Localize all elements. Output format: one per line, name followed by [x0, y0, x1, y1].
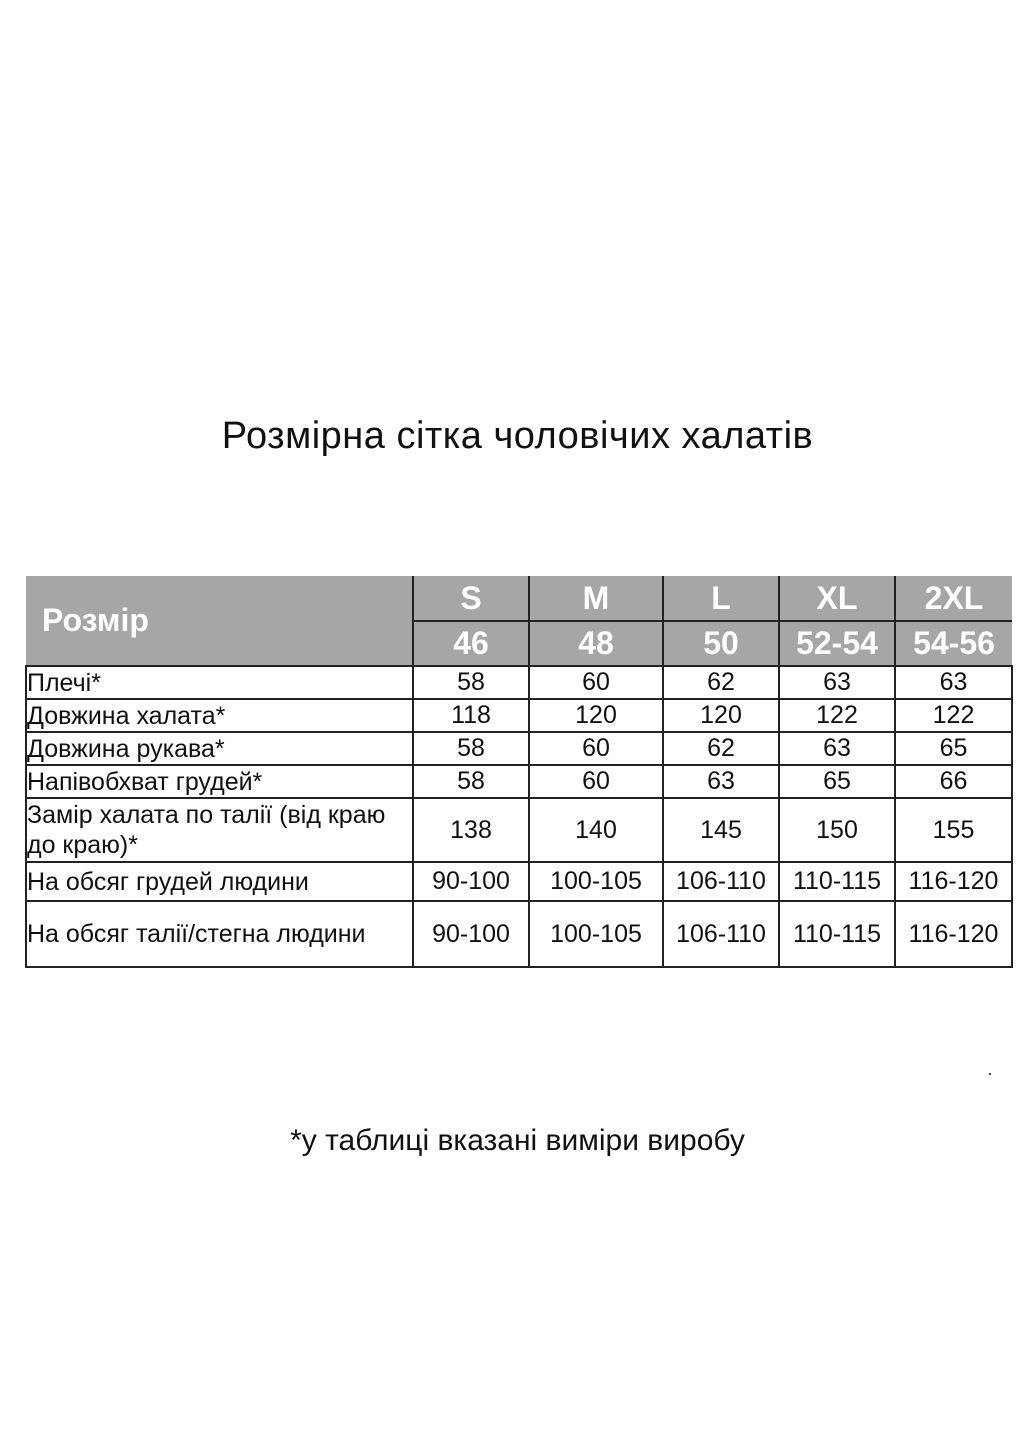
header-number-m: 48 [529, 621, 663, 666]
header-size-label: Розмір [26, 576, 413, 666]
header-size-s: S [413, 576, 529, 621]
row-label-sleeve-length: Довжина рукава* [26, 732, 413, 765]
row-label-person-waist-hips: На обсяг талії/стегна людини [26, 901, 413, 967]
table-cell: 145 [663, 798, 779, 862]
table-cell: 116-120 [895, 862, 1012, 901]
table-cell: 90-100 [413, 901, 529, 967]
table-cell: 66 [895, 765, 1012, 798]
header-number-s: 46 [413, 621, 529, 666]
table-cell: 122 [895, 699, 1012, 732]
header-number-xl: 52-54 [779, 621, 895, 666]
table-cell: 150 [779, 798, 895, 862]
table-cell: 122 [779, 699, 895, 732]
table-cell: 60 [529, 765, 663, 798]
table-cell: 60 [529, 666, 663, 699]
table-cell: 110-115 [779, 862, 895, 901]
table-cell: 63 [663, 765, 779, 798]
footnote: *у таблиці вказані виміри виробу [290, 1124, 745, 1157]
header-row-sizes [26, 576, 1012, 621]
header-size-xl: XL [779, 576, 895, 621]
header-number-2xl: 54-56 [895, 621, 1012, 666]
table-cell: 118 [413, 699, 529, 732]
table-row [26, 862, 1012, 901]
table-cell: 63 [895, 666, 1012, 699]
table-row [26, 699, 1012, 732]
header-size-l: L [663, 576, 779, 621]
table-cell: 63 [779, 666, 895, 699]
size-chart-table [25, 576, 1013, 968]
stray-dot [989, 1073, 991, 1075]
table-cell: 138 [413, 798, 529, 862]
page-title: Розмірна сітка чоловічих халатів [221, 415, 814, 457]
header-size-m: M [529, 576, 663, 621]
row-label-waist-measure: Замір халата по талії (від краю до краю)* [26, 798, 413, 862]
header-number-l: 50 [663, 621, 779, 666]
row-label-robe-length: Довжина халата* [26, 699, 413, 732]
table-cell: 58 [413, 732, 529, 765]
table-cell: 58 [413, 666, 529, 699]
table-cell: 120 [663, 699, 779, 732]
table-row [26, 765, 1012, 798]
table-cell: 100-105 [529, 901, 663, 967]
table-row [26, 732, 1012, 765]
table-cell: 63 [779, 732, 895, 765]
table-cell: 116-120 [895, 901, 1012, 967]
table-cell: 155 [895, 798, 1012, 862]
table-cell: 65 [895, 732, 1012, 765]
table-cell: 140 [529, 798, 663, 862]
table-cell: 100-105 [529, 862, 663, 901]
table-cell: 60 [529, 732, 663, 765]
row-label-half-chest: Напівобхват грудей* [26, 765, 413, 798]
table-cell: 106-110 [663, 862, 779, 901]
row-label-person-chest: На обсяг грудей людини [26, 862, 413, 901]
table-cell: 90-100 [413, 862, 529, 901]
table-row [26, 666, 1012, 699]
table-row [26, 798, 1012, 862]
table-cell: 62 [663, 732, 779, 765]
table-cell: 110-115 [779, 901, 895, 967]
row-label-shoulders: Плечі* [26, 666, 413, 699]
table-row [26, 901, 1012, 967]
table-cell: 58 [413, 765, 529, 798]
table-cell: 62 [663, 666, 779, 699]
header-size-2xl: 2XL [895, 576, 1012, 621]
table-cell: 120 [529, 699, 663, 732]
table-cell: 65 [779, 765, 895, 798]
table-cell: 106-110 [663, 901, 779, 967]
